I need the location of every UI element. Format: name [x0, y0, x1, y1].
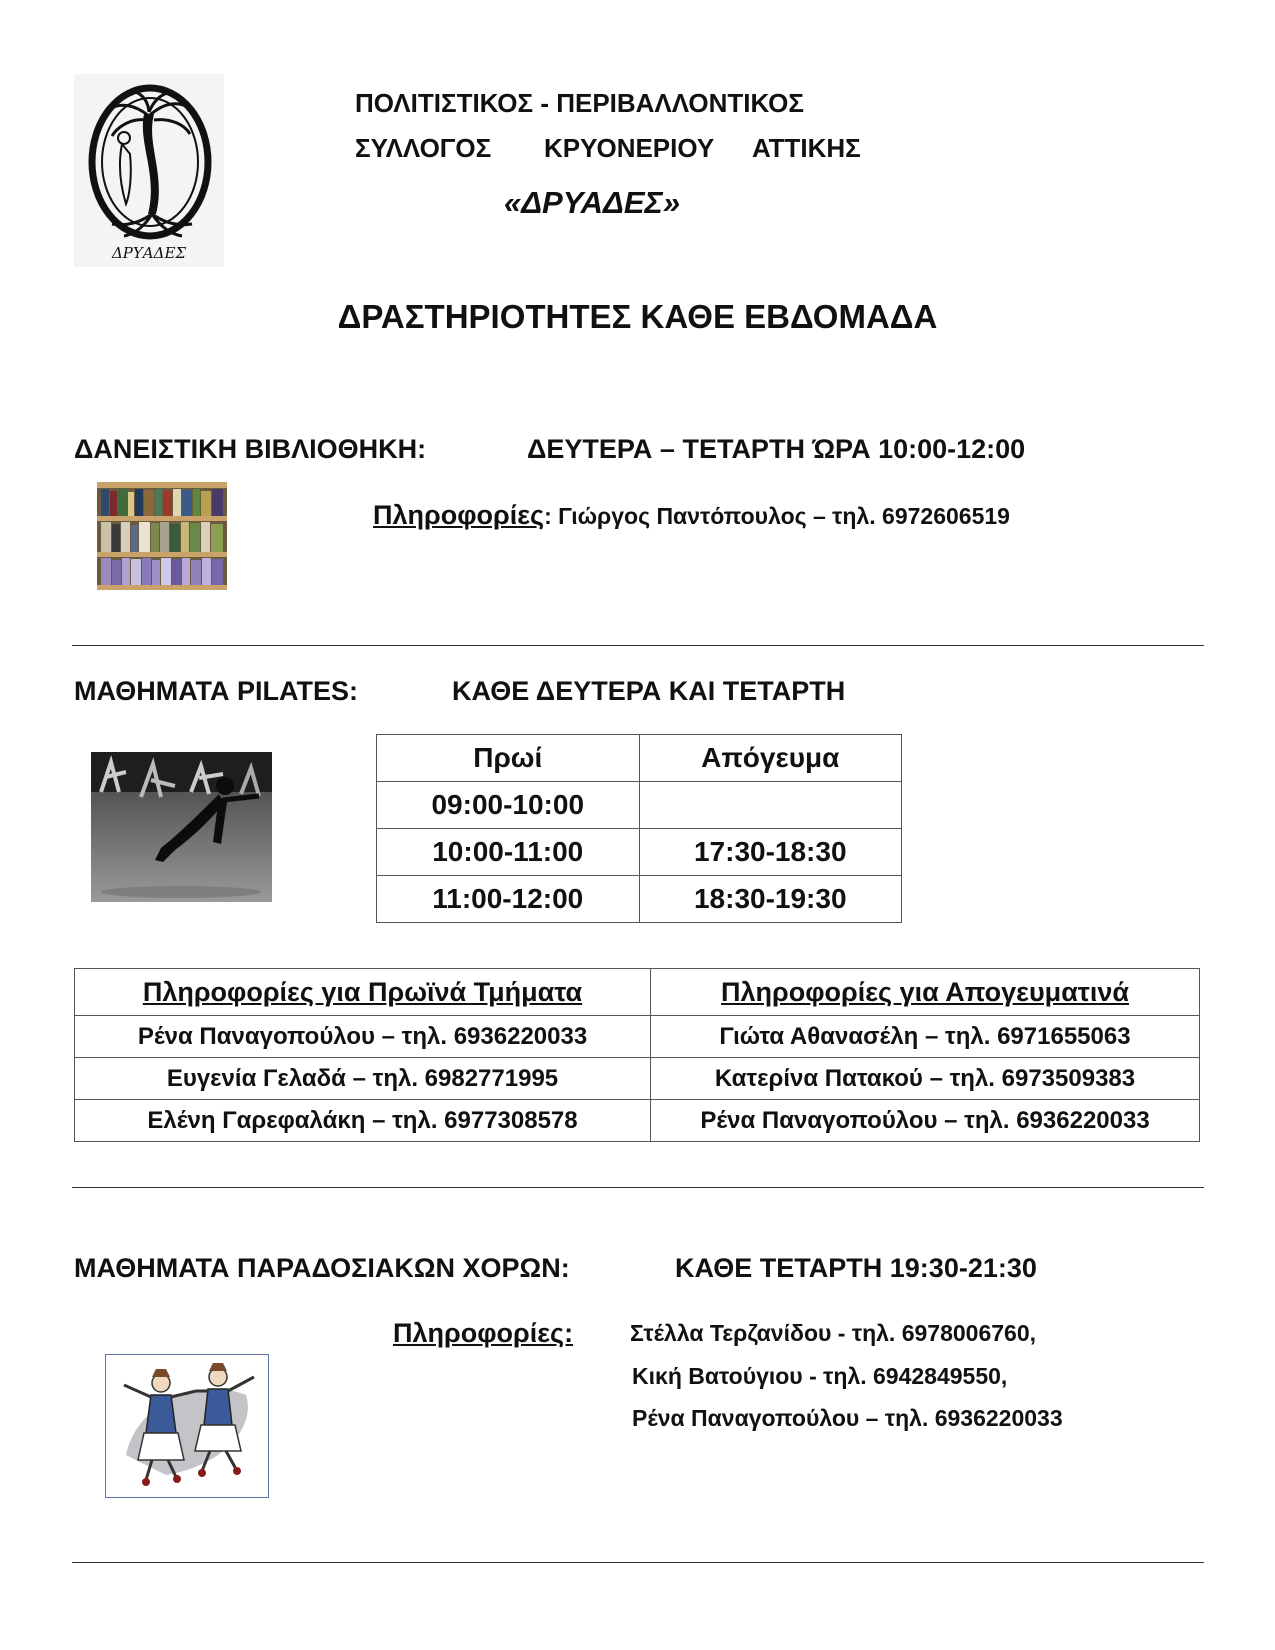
- org-name: «ΔΡΥΑΔΕΣ»: [504, 185, 681, 220]
- table-row: [377, 782, 902, 829]
- page-title: ΔΡΑΣΤΗΡΙΟΤΗΤΕΣ ΚΑΘΕ ΕΒΔΟΜΑΔΑ: [337, 298, 938, 335]
- dance-info-label: Πληροφορίες:: [393, 1318, 574, 1348]
- schedule-cell: 18:30-19:30: [639, 876, 902, 923]
- pilates-contacts-table: [74, 968, 1200, 1142]
- library-books-image: [97, 482, 227, 590]
- divider-3: [72, 1562, 1204, 1563]
- contact-cell: Ρένα Παναγοπούλου – τηλ. 6936220033: [651, 1100, 1200, 1142]
- contact-cell: Ευγενία Γελαδά – τηλ. 6982771995: [75, 1058, 651, 1100]
- library-label: ΔΑΝΕΙΣΤΙΚΗ ΒΙΒΛΙΟΘΗΚΗ:: [74, 434, 427, 464]
- pilates-label: ΜΑΘΗΜΑΤΑ PILATES:: [74, 676, 359, 706]
- table-row: [75, 1016, 1200, 1058]
- tree-logo-icon: [74, 74, 224, 267]
- folk-dancers-icon: [106, 1355, 267, 1496]
- pilates-photo-icon: [91, 752, 272, 902]
- table-row: [377, 829, 902, 876]
- table-row: [377, 876, 902, 923]
- library-info: [373, 500, 1010, 531]
- contact-cell: Ελένη Γαρεφαλάκη – τηλ. 6977308578: [75, 1100, 651, 1142]
- schedule-cell: 11:00-12:00: [377, 876, 640, 923]
- org-line-2c: ΑΤΤΙΚΗΣ: [752, 133, 861, 163]
- divider-2: [72, 1187, 1204, 1188]
- dance-label: ΜΑΘΗΜΑΤΑ ΠΑΡΑΔΟΣΙΑΚΩΝ ΧΟΡΩΝ:: [74, 1253, 570, 1283]
- bookshelf-icon: [97, 482, 227, 590]
- contact-cell: Κατερίνα Πατακού – τηλ. 6973509383: [651, 1058, 1200, 1100]
- org-line-1: ΠΟΛΙΤΙΣΤΙΚΟΣ - ΠΕΡΙΒΑΛΛΟΝΤΙΚΟΣ: [355, 88, 804, 118]
- org-line-2a: ΣΥΛΛΟΓΟΣ: [355, 133, 492, 163]
- library-info-text: : Γιώργος Παντόπουλος – τηλ. 6972606519: [544, 503, 1010, 529]
- table-row: [75, 1058, 1200, 1100]
- library-schedule: ΔΕΥΤΕΡΑ – ΤΕΤΑΡΤΗ ΏΡΑ 10:00-12:00: [527, 434, 1026, 464]
- table-row: [75, 1100, 1200, 1142]
- dance-contact-1: Στέλλα Τερζανίδου - τηλ. 6978006760,: [630, 1320, 1037, 1346]
- pilates-image: [91, 752, 272, 902]
- schedule-cell: [639, 782, 902, 829]
- schedule-header-morning: Πρωί: [377, 735, 640, 782]
- org-line-2b: ΚΡΥΟΝΕΡΙΟΥ: [544, 133, 715, 163]
- logo-caption: ΔΡΥΑΔΕΣ: [111, 244, 187, 262]
- schedule-cell: 09:00-10:00: [377, 782, 640, 829]
- contacts-header-afternoon: Πληροφορίες για Απογευματινά: [651, 969, 1200, 1016]
- contacts-header-morning: Πληροφορίες για Πρωϊνά Τμήματα: [75, 969, 651, 1016]
- dance-schedule: ΚΑΘΕ ΤΕΤΑΡΤΗ 19:30-21:30: [675, 1253, 1037, 1283]
- library-info-label: Πληροφορίες: [373, 500, 545, 530]
- dance-contact-3: Ρένα Παναγοπούλου – τηλ. 6936220033: [632, 1405, 1063, 1431]
- contact-cell: Ρένα Παναγοπούλου – τηλ. 6936220033: [75, 1016, 651, 1058]
- pilates-days: ΚΑΘΕ ΔΕΥΤΕΡΑ ΚΑΙ ΤΕΤΑΡΤΗ: [452, 676, 846, 706]
- schedule-header-afternoon: Απόγευμα: [639, 735, 902, 782]
- schedule-cell: 17:30-18:30: [639, 829, 902, 876]
- club-logo: [74, 74, 224, 267]
- dance-image: [105, 1354, 269, 1498]
- divider-1: [72, 645, 1204, 646]
- schedule-cell: 10:00-11:00: [377, 829, 640, 876]
- pilates-schedule-table: [376, 734, 902, 923]
- contact-cell: Γιώτα Αθανασέλη – τηλ. 6971655063: [651, 1016, 1200, 1058]
- dance-contact-2: Κική Βατούγιου - τηλ. 6942849550,: [632, 1363, 1008, 1389]
